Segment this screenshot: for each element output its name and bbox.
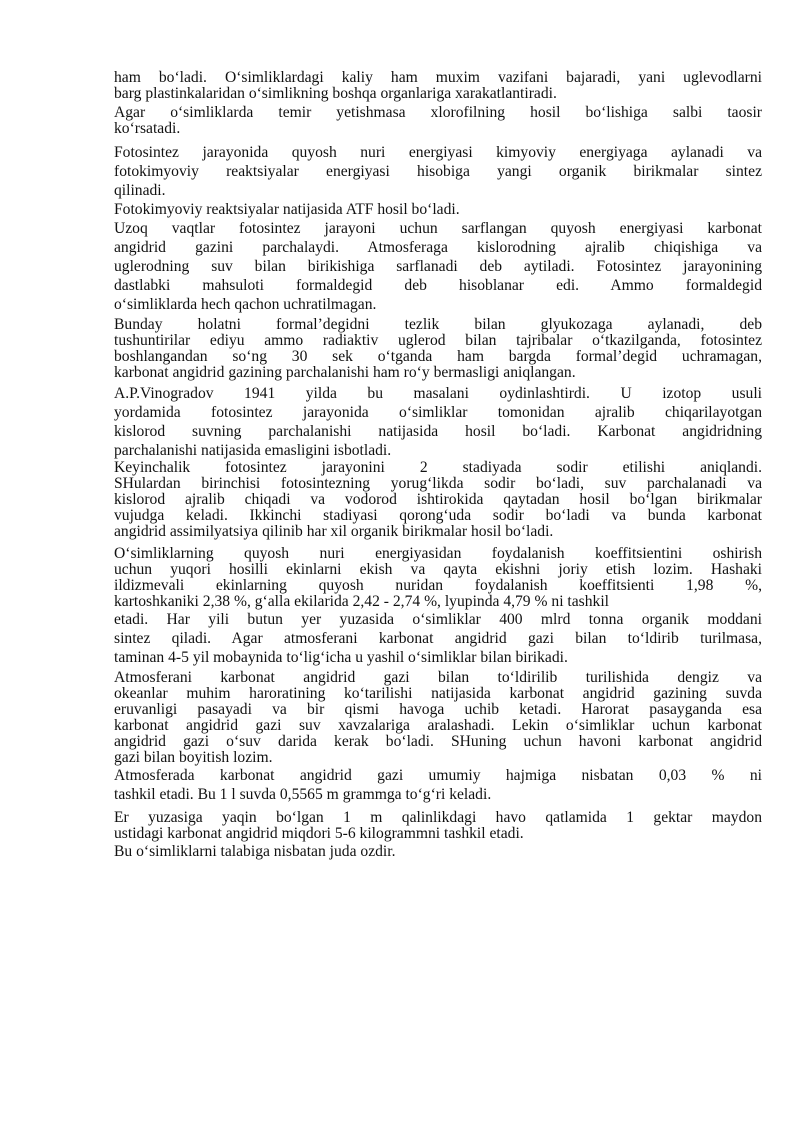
paragraph: [114, 810, 762, 842]
paragraph: [114, 766, 762, 804]
text-line: Er yuzasiga yaqin boʻlgan 1 m qalinlikdagi havo qatlamida 1 gektar maydon: [114, 810, 762, 826]
paragraph: [114, 105, 762, 137]
text-line: karbonat angidrid gazining parchalanishi ham roʻy bermasligi aniqlangan.: [114, 365, 576, 381]
paragraph: [114, 842, 762, 861]
text-line: uglerodning suv bilan birikishiga sarflanadi deb aytiladi. Fotosintez jarayonining: [114, 258, 762, 275]
text-line: Keyinchalik fotosintez jarayonini 2 stadiyada sodir etilishi aniqlandi.: [114, 460, 762, 476]
text-line: dastlabki mahsuloti formaldegid deb hisoblanar edi. Ammo formaldegid: [114, 277, 762, 294]
paragraph: [114, 460, 762, 540]
text-line: fotokimyoviy reaktsiyalar energiyasi hisobiga yangi organik birikmalar sintez: [114, 163, 762, 180]
text-line: koʻrsatadi.: [114, 121, 181, 137]
text-line: Agar oʻsimliklarda temir yetishmasa xlorofilning hosil boʻlishiga salbi taosir: [114, 105, 762, 121]
text-line: karbonat angidrid gazi suv xavzalariga aralashadi. Lekin oʻsimliklar uchun karbonat: [114, 718, 762, 734]
text-line: taminan 4-5 yil mobaynida toʻligʻicha u yashil oʻsimliklar bilan birikadi.: [114, 649, 568, 666]
text-line: tashkil etadi. Bu 1 l suvda 0,5565 m grammga toʻgʻri keladi.: [114, 786, 492, 803]
text-line: Oʻsimliklarning quyosh nuri energiyasidan foydalanish koeffitsientini oshirish: [114, 546, 762, 562]
paragraph: [114, 219, 762, 314]
text-line: qilinadi.: [114, 182, 166, 199]
text-line: Atmosferada karbonat angidrid gazi umumiy hajmiga nisbatan 0,03 % ni: [114, 767, 762, 784]
text-line: etadi. Har yili butun yer yuzasida oʻsimliklar 400 mlrd tonna organik moddani: [114, 611, 762, 628]
text-line: uchun yuqori hosilli ekinlarni ekish va qayta ekishni joriy etish lozim. Hashaki: [114, 562, 762, 578]
text-line: eruvanligi pasayadi va bir qismi havoga uchib ketadi. Harorat pasayganda esa: [114, 702, 762, 718]
text-line: sintez qiladi. Agar atmosferani karbonat angidrid gazi bilan toʻldirib turilmasa,: [114, 630, 762, 647]
text-line: barg plastinkalaridan oʻsimlikning boshqa organlariga xarakatlantiradi.: [114, 86, 557, 102]
text-line: kislorod suvning parchalanishi natijasida hosil boʻladi. Karbonat angidridning: [114, 423, 762, 440]
text-line: A.P.Vinogradov 1941 yilda bu masalani oydinlashtirdi. U izotop usuli: [114, 385, 762, 402]
text-line: kartoshkaniki 2,38 %, gʻalla ekilarida 2,42 - 2,74 %, lyupinda 4,79 % ni tashkil: [114, 594, 610, 610]
text-line: Fotosintez jarayonida quyosh nuri energiyasi kimyoviy energiyaga aylanadi va: [114, 144, 762, 161]
text-line: tushuntirilar ediyu ammo radiaktiv uglerod bilan tajribalar oʻtkazilganda, fotosintez: [114, 333, 762, 349]
text-line: parchalanishi natijasida emasligini isbotladi.: [114, 442, 392, 459]
document-body: [114, 70, 762, 861]
text-line: ham boʻladi. Oʻsimliklardagi kaliy ham muxim vazifani bajaradi, yani uglevodlarni: [114, 70, 762, 86]
text-line: angidrid gazi oʻsuv darida kerak boʻladi. SHuning uchun havoni karbonat angidrid: [114, 734, 762, 750]
text-line: angidrid gazini parchalaydi. Atmosferaga kislorodning ajralib chiqishiga va: [114, 239, 762, 256]
paragraph: [114, 610, 762, 667]
text-line: kislorod ajralib chiqadi va vodorod ishtirokida qaytadan hosil boʻlgan birikmalar: [114, 492, 762, 508]
text-line: angidrid assimilyatsiya qilinib har xil organik birikmalar hosil boʻladi.: [114, 524, 554, 540]
text-line: SHulardan birinchisi fotosintezning yorugʻlikda sodir boʻladi, suv parchalanadi va: [114, 476, 762, 492]
paragraph: [114, 670, 762, 766]
document-page: [114, 70, 762, 861]
text-line: okeanlar muhim haroratining koʻtarilishi natijasida karbonat angidrid gazining suvda: [114, 686, 762, 702]
paragraph: [114, 143, 762, 200]
text-line: vujudga keladi. Ikkinchi stadiyasi qorongʻuda sodir boʻladi va bunda karbonat: [114, 508, 762, 524]
text-line: Atmosferani karbonat angidrid gazi bilan toʻldirilib turilishida dengiz va: [114, 670, 762, 686]
paragraph: [114, 546, 762, 610]
text-line: Fotokimyoviy reaktsiyalar natijasida ATF hosil boʻladi.: [114, 201, 460, 218]
paragraph: [114, 200, 762, 219]
text-line: boshlangandan soʻng 30 sek oʻtganda ham bargda formalʼdegid uchramagan,: [114, 349, 762, 365]
paragraph: [114, 317, 762, 381]
paragraph: [114, 384, 762, 460]
text-line: ustidagi karbonat angidrid miqdori 5-6 kilogrammni tashkil etadi.: [114, 826, 524, 842]
paragraph: [114, 70, 762, 102]
text-line: gazi bilan boyitish lozim.: [114, 750, 273, 766]
text-line: oʻsimliklarda hech qachon uchratilmagan.: [114, 296, 377, 313]
text-line: Bu oʻsimliklarni talabiga nisbatan juda ozdir.: [114, 843, 396, 860]
text-line: yordamida fotosintez jarayonida oʻsimliklar tomonidan ajralib chiqarilayotgan: [114, 404, 762, 421]
text-line: Bunday holatni formalʼdegidni tezlik bilan glyukozaga aylanadi, deb: [114, 317, 762, 333]
text-line: ildizmevali ekinlarning quyosh nuridan foydalanish koeffitsienti 1,98 %,: [114, 578, 762, 594]
text-line: Uzoq vaqtlar fotosintez jarayoni uchun sarflangan quyosh energiyasi karbonat: [114, 220, 762, 237]
